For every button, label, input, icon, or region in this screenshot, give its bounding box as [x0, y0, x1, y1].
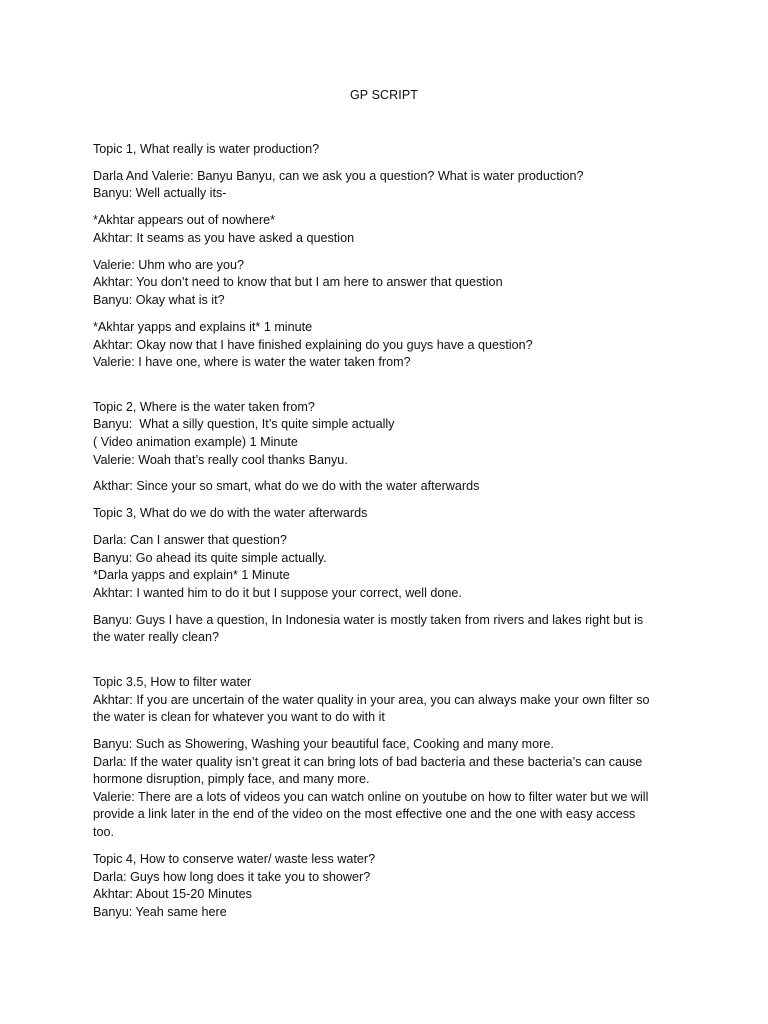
script-paragraph — [93, 399, 683, 469]
script-line: ( Video animation example) 1 Minute — [93, 434, 298, 449]
script-line: Valerie: Woah that’s really cool thanks Banyu. — [93, 452, 348, 467]
script-line: Banyu: Well actually its- — [93, 186, 227, 201]
script-line: Valerie: There are a lots of videos you can watch online on youtube on how to filter water but we will — [93, 789, 649, 804]
script-paragraph — [93, 736, 683, 842]
script-line: Darla: Can I answer that question? — [93, 533, 287, 548]
paragraph-spacer — [93, 159, 683, 168]
script-paragraph — [93, 168, 683, 203]
paragraph-spacer — [93, 842, 683, 851]
script-line: *Akhtar yapps and explains it* 1 minute — [93, 319, 313, 334]
paragraph-spacer — [93, 372, 683, 399]
script-line: Darla: Guys how long does it take you to shower? — [93, 869, 371, 884]
script-line: Banyu: Such as Showering, Washing your beautiful face, Cooking and many more. — [93, 737, 554, 752]
script-line: Banyu: Yeah same here — [93, 904, 227, 919]
script-paragraph — [93, 851, 683, 921]
script-line: Darla And Valerie: Banyu Banyu, can we ask you a question? What is water production? — [93, 168, 584, 183]
script-line: Valerie: I have one, where is water the water taken from? — [93, 355, 411, 370]
script-line: Akhtar: It seams as you have asked a question — [93, 230, 355, 245]
document-title: GP SCRIPT — [349, 88, 419, 102]
script-paragraph — [93, 505, 683, 523]
script-line: Banyu: Go ahead its quite simple actually. — [93, 550, 327, 565]
script-line: Darla: If the water quality isn’t great it can bring lots of bad bacteria and these bacteria’s can cause — [93, 754, 643, 769]
script-line: Akthar: Since your so smart, what do we do with the water afterwards — [93, 479, 480, 494]
script-line: the water is clean for whatever you want to do with it — [93, 710, 385, 725]
script-paragraph — [93, 674, 683, 727]
script-paragraph — [93, 319, 683, 372]
paragraph-spacer — [93, 496, 683, 505]
paragraph-spacer — [93, 603, 683, 612]
script-line: Topic 3, What do we do with the water afterwards — [93, 506, 368, 521]
script-line: *Akhtar appears out of nowhere* — [93, 213, 276, 228]
script-line: Akhtar: Okay now that I have finished explaining do you guys have a question? — [93, 337, 533, 352]
script-paragraph — [93, 257, 683, 310]
script-line: Banyu: Okay what is it? — [93, 293, 225, 308]
script-line: Topic 2, Where is the water taken from? — [93, 399, 315, 414]
script-line: Akhtar: I wanted him to do it but I suppose your correct, well done. — [93, 585, 462, 600]
script-paragraph — [93, 212, 683, 247]
paragraph-spacer — [93, 248, 683, 257]
script-line: too. — [93, 825, 115, 840]
paragraph-spacer — [93, 727, 683, 736]
script-line: Akhtar: You don’t need to know that but I am here to answer that question — [93, 275, 503, 290]
script-line: Banyu: What a silly question, It’s quite simple actually — [93, 417, 395, 432]
script-line: Akhtar: If you are uncertain of the water quality in your area, you can always make your own filter so — [93, 692, 650, 707]
paragraph-spacer — [93, 523, 683, 532]
script-line: Akhtar: About 15-20 Minutes — [93, 887, 252, 902]
paragraph-spacer — [93, 310, 683, 319]
script-paragraph — [93, 141, 683, 159]
script-line: Topic 3.5, How to filter water — [93, 675, 252, 690]
paragraph-spacer — [93, 647, 683, 674]
script-line: Banyu: Guys I have a question, In Indonesia water is mostly taken from rivers and lakes right but is — [93, 612, 644, 627]
script-line: the water really clean? — [93, 630, 220, 645]
script-line: Topic 4, How to conserve water/ waste less water? — [93, 851, 376, 866]
script-body — [93, 141, 683, 921]
paragraph-spacer — [93, 203, 683, 212]
paragraph-spacer — [93, 469, 683, 478]
script-line: Valerie: Uhm who are you? — [93, 257, 244, 272]
script-line: Topic 1, What really is water production? — [93, 142, 320, 156]
script-line: provide a link later in the end of the video on the most effective one and the one with easy access — [93, 807, 636, 822]
script-line: *Darla yapps and explain* 1 Minute — [93, 568, 290, 583]
script-paragraph — [93, 532, 683, 602]
script-paragraph — [93, 612, 683, 647]
script-line: hormone disruption, pimply face, and many more. — [93, 772, 370, 787]
script-paragraph — [93, 478, 683, 496]
